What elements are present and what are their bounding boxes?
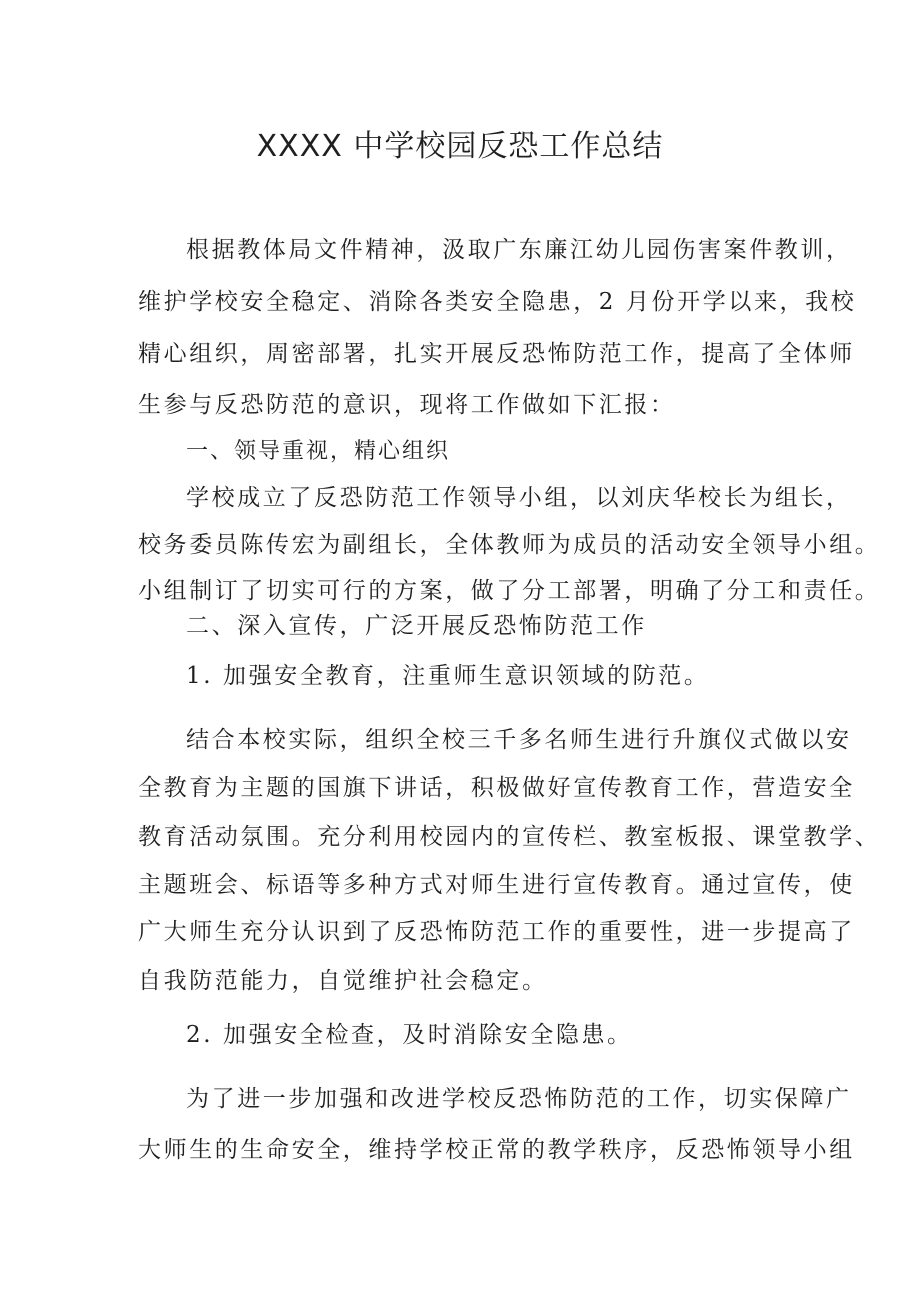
item1-line-3: 教育活动氛围。充分利用校园内的宣传栏、教室板报、课堂教学、 [138, 824, 881, 850]
item2-line-1: 为了进一步加强和改进学校反恐怖防范的工作，切实保障广 [186, 1086, 852, 1112]
section1-line-3: 小组制订了切实可行的方案，做了分工部署，明确了分工和责任。 [138, 578, 881, 604]
section1-line-1: 学校成立了反恐防范工作领导小组，以刘庆华校长为组长， [186, 485, 852, 511]
section-heading-1: 一、领导重视，精心组织 [186, 439, 451, 464]
item-heading-2: 2. 加强安全检查，及时消除安全隐患。 [186, 1022, 633, 1048]
item1-line-4: 主题班会、标语等多种方式对师生进行宣传教育。通过宣传，使 [138, 872, 855, 898]
document-title: XXXX 中学校园反恐工作总结 [256, 129, 664, 164]
intro-line-4: 生参与反恐防范的意识，现将工作做如下汇报： [138, 392, 676, 418]
item-heading-1: 1. 加强安全教育，注重师生意识领域的防范。 [186, 663, 710, 689]
section1-line-2: 校务委员陈传宏为副组长，全体教师为成员的活动安全领导小组。 [138, 532, 881, 558]
item1-line-2: 全教育为主题的国旗下讲话，积极做好宣传教育工作，营造安全 [138, 775, 855, 801]
item1-line-1: 结合本校实际，组织全校三千多名师生进行升旗仪式做以安 [186, 727, 852, 753]
intro-line-1: 根据教体局文件精神，汲取广东廉江幼儿园伤害案件教训， [186, 237, 852, 263]
item1-line-6: 自我防范能力，自觉维护社会稳定。 [138, 968, 548, 994]
item1-line-5: 广大师生充分认识到了反恐怖防范工作的重要性，进一步提高了 [138, 919, 855, 945]
intro-line-2: 维护学校安全稳定、消除各类安全隐患，2 月份开学以来，我校 [138, 289, 857, 315]
item2-line-2: 大师生的生命安全，维持学校正常的教学秩序，反恐怖领导小组 [138, 1137, 855, 1163]
section-heading-2: 二、深入宣传，广泛开展反恐怖防范工作 [186, 613, 647, 639]
intro-line-3: 精心组织，周密部署，扎实开展反恐怖防范工作，提高了全体师 [138, 341, 855, 367]
